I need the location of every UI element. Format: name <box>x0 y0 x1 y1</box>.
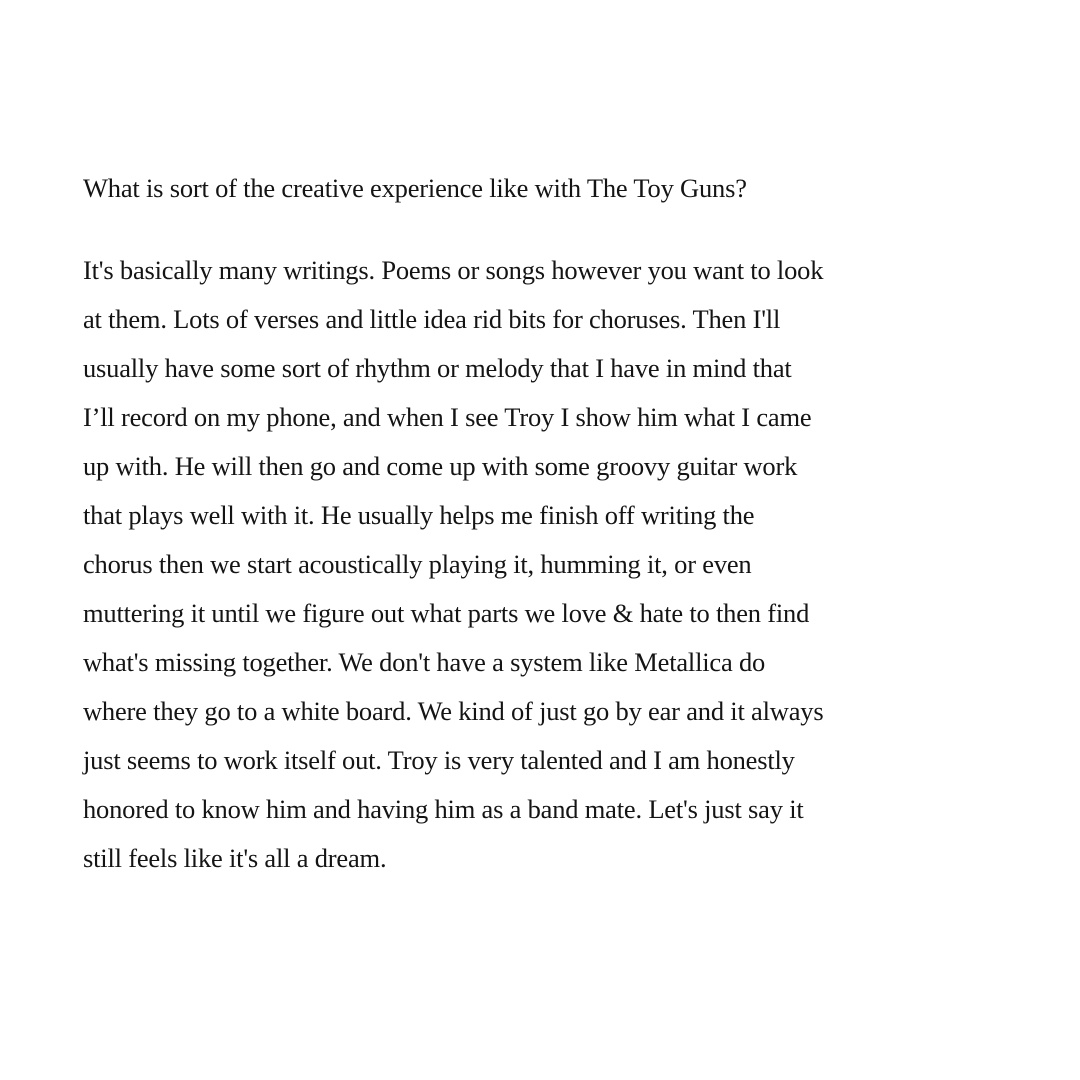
answer-line: honored to know him and having him as a band mate. Let's just say it <box>83 794 804 824</box>
answer-line: I’ll record on my phone, and when I see Troy I show him what I came <box>83 402 812 432</box>
interview-question: What is sort of the creative experience like with The Toy Guns? <box>83 173 747 203</box>
interview-answer <box>83 246 983 883</box>
answer-line: usually have some sort of rhythm or melody that I have in mind that <box>83 353 792 383</box>
answer-line: just seems to work itself out. Troy is very talented and I am honestly <box>83 745 795 775</box>
answer-line: at them. Lots of verses and little idea rid bits for choruses. Then I'll <box>83 304 781 334</box>
answer-line: chorus then we start acoustically playing it, humming it, or even <box>83 549 752 579</box>
answer-line: where they go to a white board. We kind of just go by ear and it always <box>83 696 824 726</box>
answer-line: what's missing together. We don't have a system like Metallica do <box>83 647 766 677</box>
answer-line: still feels like it's all a dream. <box>83 843 387 873</box>
answer-line: It's basically many writings. Poems or songs however you want to look <box>83 255 824 285</box>
answer-line: that plays well with it. He usually helps me finish off writing the <box>83 500 755 530</box>
answer-line: up with. He will then go and come up with some groovy guitar work <box>83 451 798 481</box>
interview-content <box>83 168 983 883</box>
answer-line: muttering it until we figure out what parts we love & hate to then find <box>83 598 810 628</box>
